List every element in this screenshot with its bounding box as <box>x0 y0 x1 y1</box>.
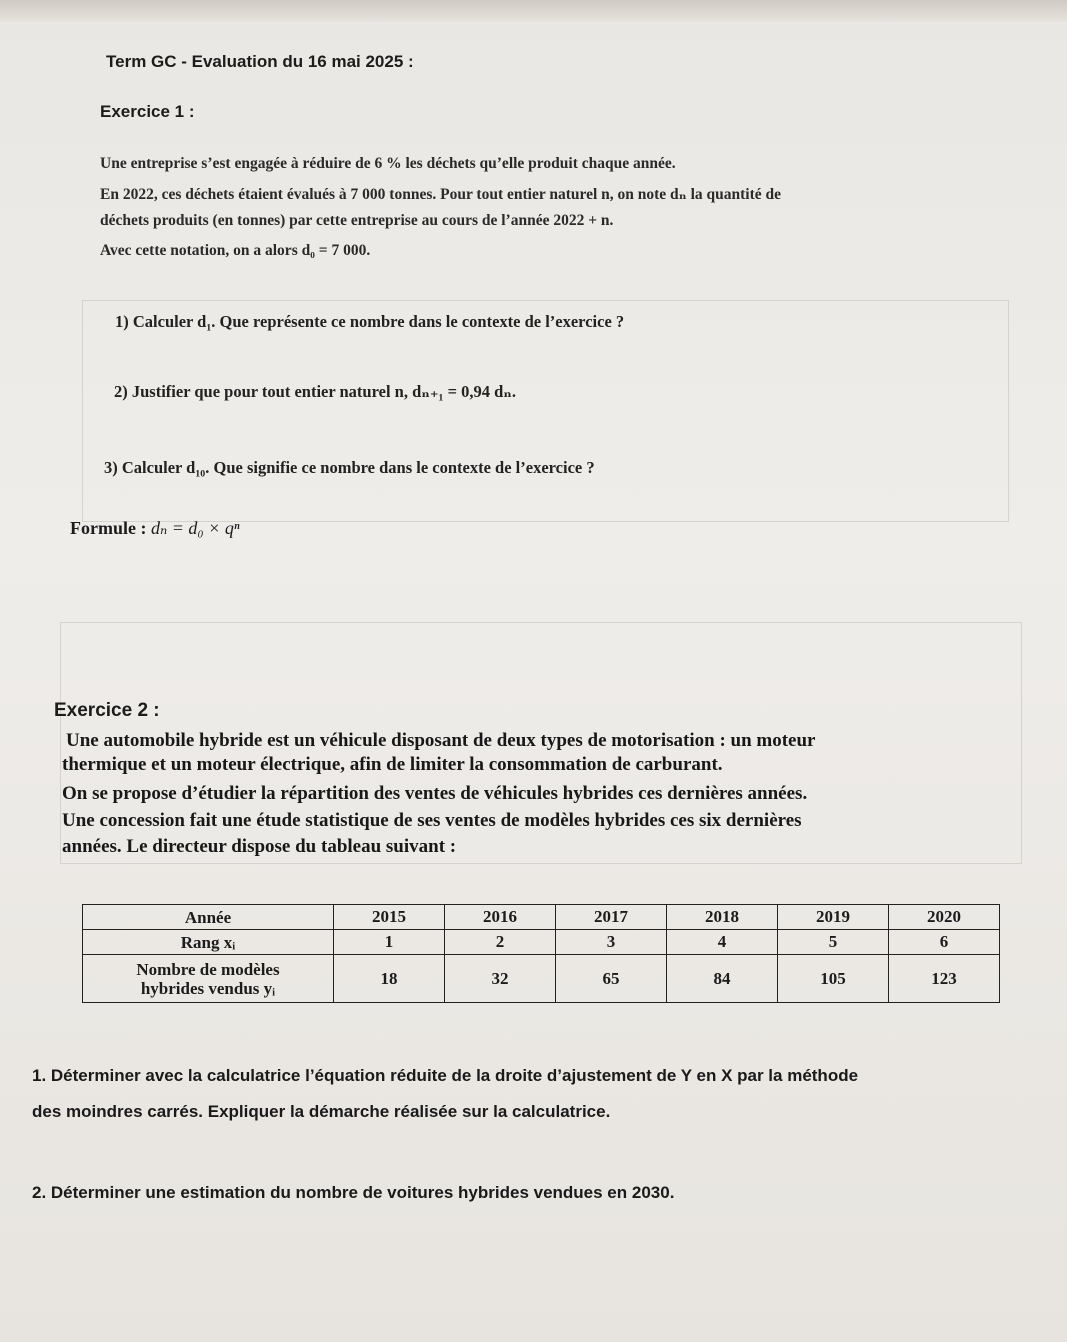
paper-top-edge <box>0 0 1067 22</box>
formula-line <box>70 518 240 539</box>
table-row <box>83 930 1000 955</box>
exercise-1-intro-line: Avec cette notation, on a alors d₀ = 7 000. <box>100 242 371 259</box>
table-cell: 5 <box>778 930 889 955</box>
exercise-1-question: 2) Justifier que pour tout entier naturel n, dₙ₊₁ = 0,94 dₙ. <box>114 382 516 401</box>
page-title: Term GC - Evaluation du 16 mai 2025 : <box>106 52 414 71</box>
table-cell: 2020 <box>889 905 1000 930</box>
table-row <box>83 905 1000 930</box>
exercise-1-intro-line: Une entreprise s’est engagée à réduire de 6 % les déchets qu’elle produit chaque année. <box>100 155 676 172</box>
exercise-2-intro-line: Une automobile hybride est un véhicule disposant de deux types de motorisation : un moteur <box>66 730 816 751</box>
table-cell: 4 <box>667 930 778 955</box>
table-cell: 2015 <box>334 905 445 930</box>
table-row <box>83 955 1000 1003</box>
formula-expression: dₙ = d₀ × qⁿ <box>150 518 240 538</box>
table-cell: 3 <box>556 930 667 955</box>
sales-table <box>82 904 1000 1003</box>
table-cell: 84 <box>667 955 778 1003</box>
row-header: Année <box>83 905 334 930</box>
row-header <box>83 955 334 1003</box>
table-cell: 18 <box>334 955 445 1003</box>
exercise-1-title: Exercice 1 : <box>100 102 195 121</box>
exercise-1-question: 3) Calculer d₁₀. Que signifie ce nombre dans le contexte de l’exercice ? <box>104 458 595 477</box>
table-cell: 123 <box>889 955 1000 1003</box>
table-cell: 2016 <box>445 905 556 930</box>
exercise-1-intro-line: En 2022, ces déchets étaient évalués à 7 000 tonnes. Pour tout entier naturel n, on note dₙ la quantité de <box>100 186 782 203</box>
exercise-2-task: 2. Déterminer une estimation du nombre de voitures hybrides vendues en 2030. <box>32 1183 675 1202</box>
exercise-1-question: 1) Calculer d₁. Que représente ce nombre dans le contexte de l’exercice ? <box>115 312 625 331</box>
exercise-1-intro-line: déchets produits (en tonnes) par cette entreprise au cours de l’année 2022 + n. <box>100 212 614 229</box>
table-cell: 2019 <box>778 905 889 930</box>
table-cell: 32 <box>445 955 556 1003</box>
exercise-2-task: 1. Déterminer avec la calculatrice l’équation réduite de la droite d’ajustement de Y en X par la méthode <box>32 1066 859 1085</box>
exercise-2-intro-line: Une concession fait une étude statistique de ses ventes de modèles hybrides ces six dernières <box>62 810 802 831</box>
table-cell: 6 <box>889 930 1000 955</box>
faint-frame <box>82 300 1009 522</box>
table-cell: 2017 <box>556 905 667 930</box>
row-header: Rang xᵢ <box>83 930 334 955</box>
table-cell: 2 <box>445 930 556 955</box>
exercise-2-title: Exercice 2 : <box>54 700 160 721</box>
table-cell: 2018 <box>667 905 778 930</box>
row-header-line: hybrides vendus yᵢ <box>140 978 276 998</box>
table-cell: 1 <box>334 930 445 955</box>
exercise-2-intro-line: années. Le directeur dispose du tableau suivant : <box>62 836 457 857</box>
exercise-2-task: des moindres carrés. Expliquer la démarche réalisée sur la calculatrice. <box>32 1102 611 1121</box>
exercise-2-intro-line: On se propose d’étudier la répartition des ventes de véhicules hybrides ces dernières années. <box>62 783 808 804</box>
row-header-line: Nombre de modèles <box>136 959 280 979</box>
table-cell: 65 <box>556 955 667 1003</box>
formula-label: Formule : <box>70 518 147 538</box>
table-cell: 105 <box>778 955 889 1003</box>
exercise-2-intro-line: thermique et un moteur électrique, afin de limiter la consommation de carburant. <box>62 754 723 775</box>
